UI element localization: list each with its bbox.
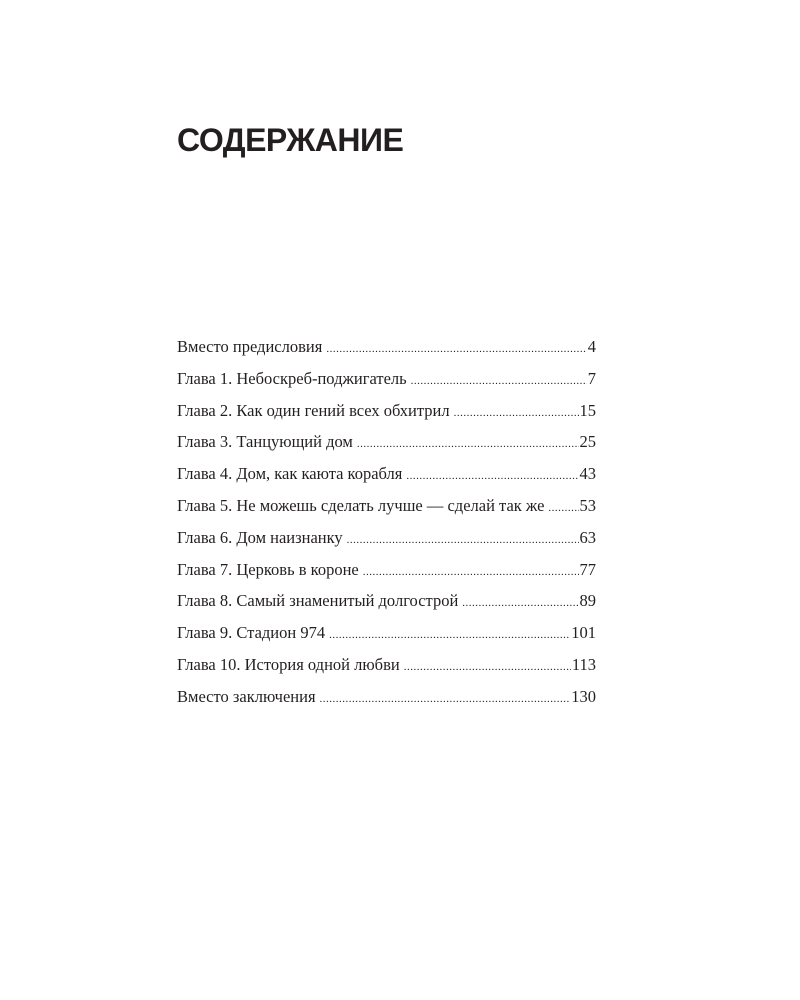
toc-entry-page: 4: [587, 337, 596, 356]
toc-entry-page: 113: [571, 654, 596, 674]
toc-entry: [177, 395, 596, 427]
toc-entry: [177, 649, 596, 681]
toc-entry: [177, 331, 596, 363]
toc-entry-page: 53: [579, 495, 596, 515]
dot-leader: [347, 525, 579, 557]
dot-leader: [411, 366, 587, 398]
toc-entry: [177, 522, 596, 554]
toc-entry-title: Глава 8. Самый знаменитый долгострой: [177, 591, 459, 611]
dot-leader: [462, 588, 578, 620]
toc-entry: [177, 363, 596, 395]
toc-entry: [177, 617, 596, 649]
toc-entry-title: Глава 6. Дом наизнанку: [177, 527, 343, 547]
toc-entry: [177, 490, 596, 522]
toc-entry-title: Глава 9. Стадион 974: [177, 623, 326, 643]
dot-leader: [320, 684, 571, 716]
dot-leader: [329, 620, 570, 652]
dot-leader: [357, 429, 579, 461]
toc-entry-title: Глава 7. Церковь в короне: [177, 559, 359, 579]
toc-entry-title: Глава 1. Небоскреб-поджигатель: [177, 368, 407, 388]
toc-entry-page: 15: [579, 400, 596, 420]
toc-entry: [177, 458, 596, 490]
toc-entry-title: Вместо предисловия: [177, 337, 323, 356]
toc-entry: [177, 681, 596, 713]
toc-entry: [177, 585, 596, 617]
page-title: СОДЕРЖАНИЕ: [177, 122, 404, 158]
toc-entry-page: 63: [579, 527, 596, 547]
dot-leader: [454, 398, 579, 430]
toc-entry-page: 43: [579, 464, 596, 484]
dot-leader: [404, 652, 571, 684]
toc-entry: [177, 426, 596, 458]
toc-entry-title: Глава 10. История одной любви: [177, 654, 400, 674]
toc-entry-page: 25: [579, 432, 596, 452]
dot-leader: [363, 557, 579, 589]
toc-entry: [177, 554, 596, 586]
toc-entry-page: 89: [579, 591, 596, 611]
toc-entry-title: Глава 3. Танцующий дом: [177, 432, 353, 452]
dot-leader: [406, 461, 578, 493]
toc-entry-title: Глава 4. Дом, как каюта корабля: [177, 464, 403, 484]
toc-entry-title: Глава 2. Как один гений всех обхитрил: [177, 400, 450, 420]
toc-entry-page: 101: [571, 623, 596, 643]
toc-entry-page: 77: [579, 559, 596, 579]
toc-entry-page: 7: [587, 368, 596, 388]
toc-entry-title: Вместо заключения: [177, 686, 316, 706]
dot-leader: [326, 334, 586, 366]
toc-entry-page: 130: [571, 686, 596, 706]
dot-leader: [548, 493, 578, 525]
table-of-contents: [177, 331, 596, 713]
toc-entry-title: Глава 5. Не можешь сделать лучше — сделай так же: [177, 495, 545, 515]
